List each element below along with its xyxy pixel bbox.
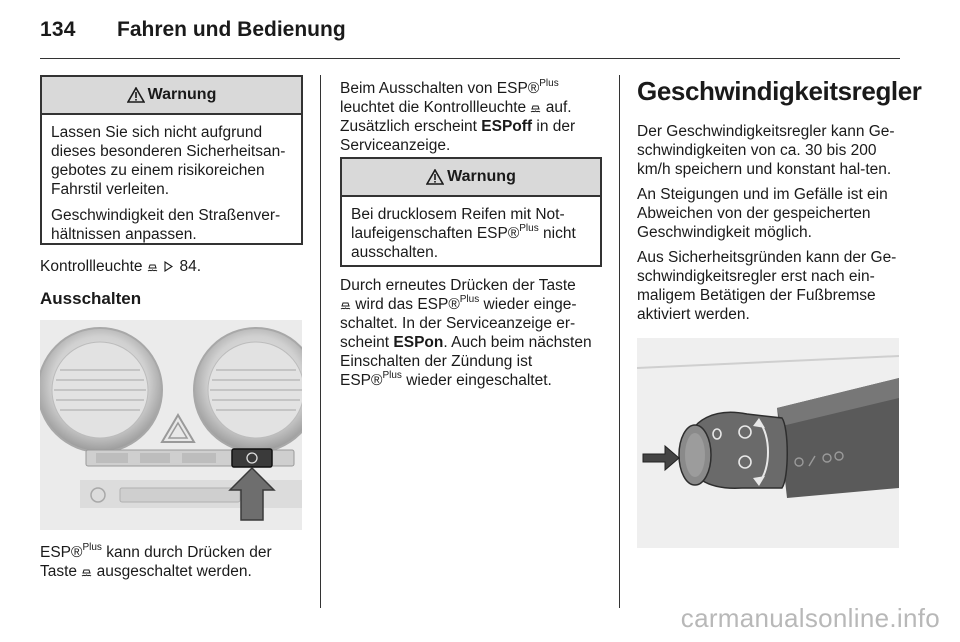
warning-text-2b: laufeigenschaften ESP®	[351, 225, 520, 242]
cruise-lever-illustration	[637, 338, 899, 548]
intro-line3-end: in der	[532, 118, 576, 135]
esp-off-intro	[340, 79, 610, 155]
cruise-control-text	[637, 122, 905, 330]
indicator-reference	[40, 257, 310, 276]
warning-triangle-icon	[127, 87, 145, 103]
chapter-title: Fahren und Bedienung	[117, 18, 346, 41]
intro-plus: Plus	[539, 77, 559, 89]
page-reference-icon	[164, 261, 173, 272]
para-line3: schaltet. In der Serviceanzeige er-	[340, 315, 576, 332]
warning-title-2: Warnung	[447, 168, 516, 185]
indicator-page: 84.	[179, 258, 202, 275]
warning-header-1	[42, 77, 301, 115]
warning-text-2d: ausschalten.	[351, 244, 439, 261]
illustration-caption	[40, 543, 310, 581]
caption-plus: Plus	[82, 541, 102, 553]
caption-line1: kann durch Drücken der	[101, 544, 272, 561]
intro-line3: Zusätzlich erscheint	[340, 118, 482, 135]
para-line6-end: wieder eingeschaltet.	[401, 372, 552, 389]
esp-on-paragraph	[340, 276, 615, 390]
warning-text-2a: Bei drucklosem Reifen mit Not-	[351, 206, 565, 223]
esp-car-icon	[340, 297, 351, 311]
section-heading-ausschalten: Ausschalten	[40, 289, 142, 308]
cruise-para-3: Aus Sicherheitsgründen kann der Ge-schwindigkeitsregler erst nach ein-maligem Betätigen der Fußbremse aktiviert werden.	[637, 249, 897, 323]
esp-car-icon	[530, 100, 541, 114]
warning-text-1b: Geschwindigkeit den Straßenver-hältnissen anpassen.	[51, 207, 281, 243]
caption-line2-prefix: Taste	[40, 563, 82, 580]
warning-plus: Plus	[519, 222, 539, 234]
column-divider-1	[320, 75, 321, 608]
cruise-para-2: An Steigungen und im Gefälle ist ein Abweichen von der gespeicherten Geschwindigkeit möglich.	[637, 186, 888, 241]
intro-line4: Serviceanzeige.	[340, 137, 451, 154]
watermark: carmanualsonline.info	[680, 603, 940, 633]
cruise-para-1: Der Geschwindigkeitsregler kann Ge-schwindigkeiten von ca. 30 bis 200 km/h speichern und konstant hal-ten.	[637, 123, 895, 178]
para-plus-2: Plus	[382, 369, 402, 381]
para-line6: ESP®	[340, 372, 383, 389]
indicator-prefix: Kontrollleuchte	[40, 258, 143, 275]
intro-line2: leuchtet die Kontrollleuchte	[340, 99, 527, 116]
warning-text-2c: nicht	[538, 225, 576, 242]
header-rule	[40, 58, 900, 59]
warning-text-1a: Lassen Sie sich nicht aufgrund dieses besonderen Sicherheitsan-gebotes zu einem risikoreichen Fahrstil verleiten.	[51, 124, 286, 198]
para-line4-end: . Auch beim nächsten	[443, 334, 592, 351]
warning-triangle-icon	[426, 169, 444, 185]
dashboard-button-illustration	[40, 320, 302, 530]
column-divider-2	[619, 75, 620, 608]
page-number: 134	[40, 18, 76, 41]
warning-title-1: Warnung	[147, 86, 217, 103]
caption-line2-rest: ausgeschaltet werden.	[92, 563, 252, 580]
para-line4: scheint	[340, 334, 394, 351]
warning-box-1	[40, 75, 303, 245]
intro-line2-end: auf.	[541, 99, 572, 116]
warning-box-2	[340, 157, 602, 267]
intro-line1: Beim Ausschalten von ESP®	[340, 80, 540, 97]
warning-header-2	[342, 159, 600, 197]
para-line5: Einschalten der Zündung ist	[340, 353, 533, 370]
para-line1: Durch erneutes Drücken der Taste	[340, 277, 576, 294]
para-line2-end: wieder einge-	[479, 296, 577, 313]
para-plus-1: Plus	[459, 293, 480, 305]
section-heading-geschwindigkeitsregler: Geschwindigkeitsregler	[637, 76, 922, 106]
esp-car-icon	[147, 259, 158, 273]
espon-term: ESPon	[393, 334, 444, 351]
para-line2: wird das ESP®	[351, 296, 460, 313]
espoff-term: ESPoff	[481, 118, 533, 135]
esp-car-icon	[81, 564, 92, 578]
caption-esp: ESP®	[40, 544, 83, 561]
